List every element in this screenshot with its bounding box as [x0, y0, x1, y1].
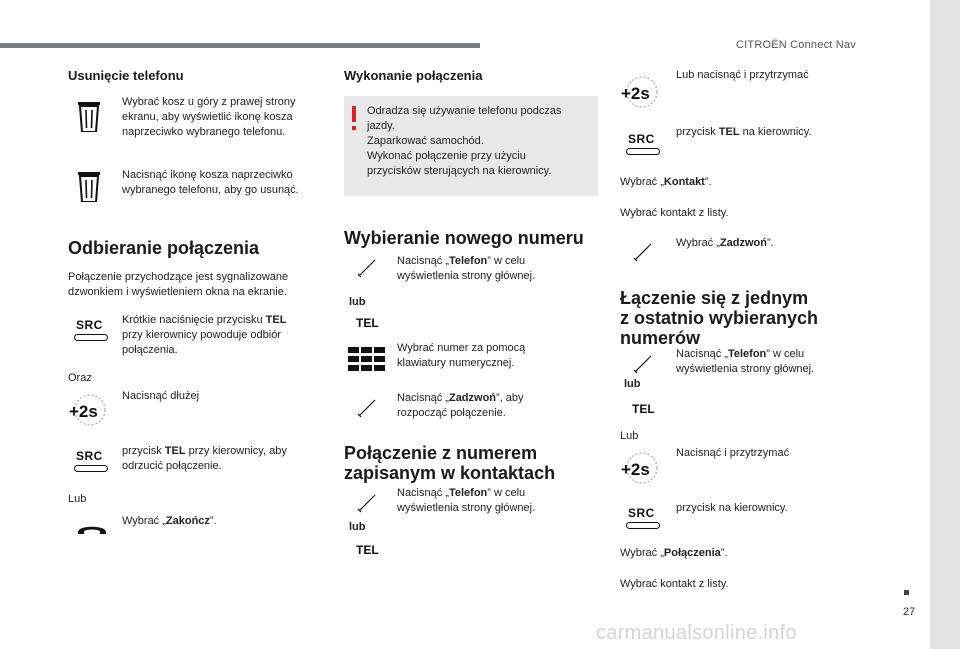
section-title-remove-phone: Usunięcie telefonu [68, 68, 184, 83]
tel-label: TEL [356, 543, 379, 557]
src-button-icon: SRC [74, 449, 110, 473]
svg-text:+2s: +2s [69, 402, 98, 421]
oraz-label: Oraz [68, 372, 92, 384]
svg-text:+2s: +2s [621, 460, 650, 479]
recent-step-3: przycisk na kierownicy. [676, 502, 788, 514]
lub-label: Lub [68, 493, 87, 505]
warning-box [344, 96, 598, 196]
keypad-icon [348, 347, 386, 371]
watermark: carmanualsonline.info [596, 622, 797, 644]
contact-step-4: Wybrać „Kontakt”. [620, 176, 712, 188]
contact-step-3: przycisk TEL na kierownicy. [676, 126, 812, 138]
contact-step-5: Wybrać kontakt z listy. [620, 207, 729, 219]
header-rule [0, 43, 480, 48]
recent-step-5: Wybrać kontakt z listy. [620, 578, 729, 590]
handset-icon [632, 352, 654, 374]
answer-step-1: Krótkie naciśnięcie przycisku TEL przy kierownicy powoduje odbiór połączenia. [122, 314, 287, 356]
trash-icon [78, 172, 100, 202]
hang-up-icon [76, 522, 108, 536]
src-button-icon: SRC [626, 132, 662, 156]
section-title-call-contact: Połączenie z numerem zapisanym w kontaktach [344, 443, 556, 483]
recent-step-1: Nacisnąć „Telefon” w celu wyświetlenia strony głównej. [676, 348, 815, 375]
recent-step-2: Nacisnąć i przytrzymać [676, 447, 790, 459]
page-number: 27 [903, 606, 916, 618]
remove-step-2: Nacisnąć ikonę kosza naprzeciwko wybranego telefonu, aby go usunąć. [122, 169, 299, 196]
exclamation-icon [352, 106, 356, 122]
plus-2s-icon [620, 74, 660, 110]
answer-intro: Połączenie przychodzące jest sygnalizowane dzwonkiem i wyświetleniem okna na ekranie. [68, 271, 289, 298]
continuation-marker [904, 590, 909, 595]
lub-label: lub [624, 378, 641, 390]
lub-label: lub [349, 521, 366, 533]
contact-step-1: Nacisnąć „Telefon” w celu wyświetlenia strony głównej. [397, 487, 536, 514]
handset-icon [356, 396, 378, 418]
lub-label: Lub [620, 430, 639, 442]
src-button-icon: SRC [74, 318, 110, 342]
dial-step-1: Nacisnąć „Telefon” w celu wyświetlenia strony głównej. [397, 255, 536, 282]
page-side-strip [930, 0, 960, 649]
plus-2s-icon [68, 392, 108, 428]
tel-label: TEL [356, 316, 379, 330]
plus-2s-icon [620, 450, 660, 486]
remove-step-1: Wybrać kosz u góry z prawej strony ekranu, aby wyświetlić ikonę kosza naprzeciwko wybranego telefonu. [122, 96, 296, 138]
section-title-make-call: Wykonanie połączenia [344, 68, 483, 83]
trash-icon [78, 102, 100, 132]
recent-step-4: Wybrać „Połączenia”. [620, 547, 728, 559]
dial-step-2: Wybrać numer za pomocą klawiatury numerycznej. [397, 342, 526, 369]
section-title-answer-call: Odbieranie połączenia [68, 238, 260, 258]
svg-text:+2s: +2s [621, 84, 650, 103]
contact-step-6: Wybrać „Zadzwoń”. [676, 237, 774, 249]
warning-text: Odradza się używanie telefonu podczas jazdy. Zaparkować samochód. Wykonać połączenie przy użyciu przycisków sterujących na kierownicy. [367, 105, 562, 177]
lub-label: lub [349, 296, 366, 308]
section-title-dial-new: Wybieranie nowego numeru [344, 228, 584, 248]
tel-label: TEL [632, 402, 655, 416]
contact-step-2: Lub nacisnąć i przytrzymać [676, 69, 809, 81]
answer-step-4: Wybrać „Zakończ”. [122, 515, 217, 527]
answer-step-3: przycisk TEL przy kierownicy, aby odrzucić połączenie. [122, 445, 287, 472]
handset-icon [356, 491, 378, 513]
handset-icon [632, 240, 654, 262]
handset-icon [356, 256, 378, 278]
dial-step-3: Nacisnąć „Zadzwoń”, aby rozpocząć połączenie. [397, 392, 524, 419]
section-title-recent-calls: Łączenie się z jednym z ostatnio wybieranych numerów [620, 288, 819, 348]
src-button-icon: SRC [626, 506, 662, 530]
answer-step-2: Nacisnąć dłużej [122, 390, 200, 402]
brand-header: CITROËN Connect Nav [736, 39, 856, 51]
